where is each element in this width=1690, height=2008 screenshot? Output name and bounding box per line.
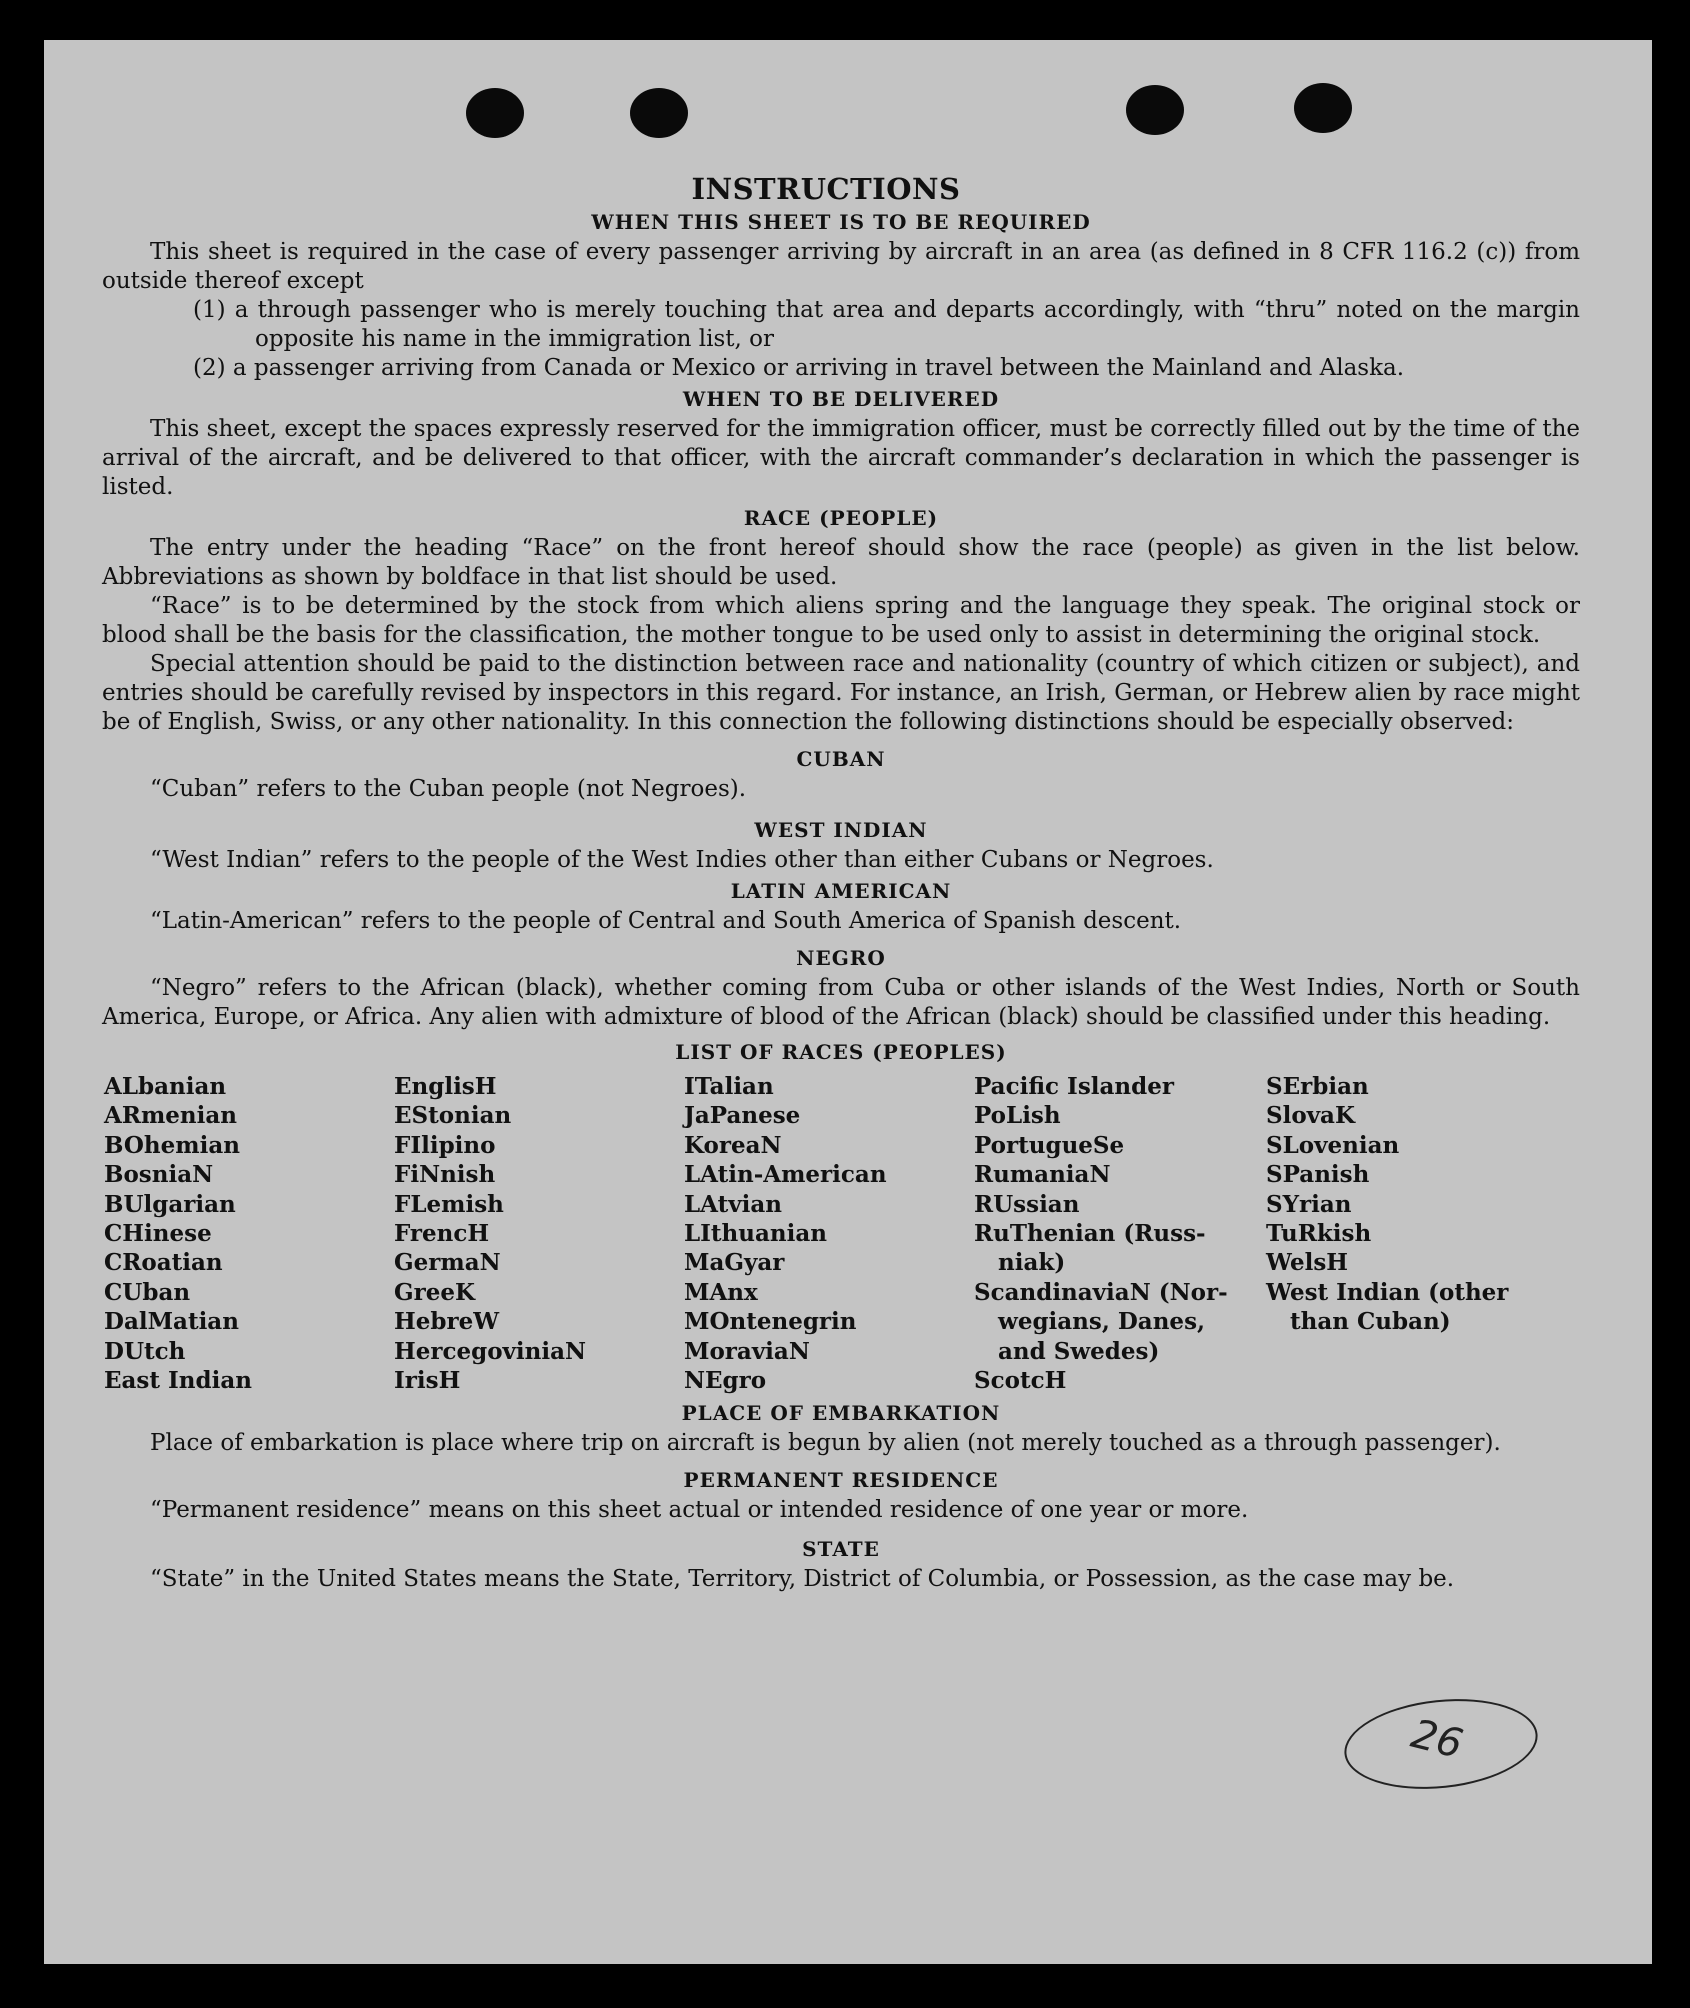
paragraph: “State” in the United States means the State, Territory, District of Columbia, or Possession, as the case may be.: [150, 1566, 1455, 1593]
race-entry: FIlipino: [394, 1131, 496, 1159]
races-heading: LIST OF RACES (PEOPLES): [675, 1040, 1007, 1064]
races-column: [104, 1072, 394, 1395]
paragraph: Special attention should be paid to the distinction between race and nationality (country of which citizen or subject), and entries should be carefully revised by inspectors in this regard. For instance, an Irish, German, or Hebrew alien by race might be of English, Swiss, or any other nationality. In this connection the following distinctions should be especially observed:: [102, 651, 1580, 735]
race-entry: KoreaN: [684, 1131, 782, 1159]
race-entry: ITalian: [684, 1073, 774, 1100]
race-entry: BosniaN: [104, 1161, 214, 1189]
section-heading: NEGRO: [796, 946, 886, 970]
race-entry: SYrian: [1266, 1190, 1352, 1218]
section-heading: PLACE OF EMBARKATION: [681, 1401, 1001, 1426]
paragraph: This sheet is required in the case of every passenger arriving by aircraft in an area (as defined in 8 CFR 116.2 (c)) from outside thereof except: [102, 239, 1580, 294]
paragraph: “Negro” refers to the African (black), whether coming from Cuba or other islands of the West Indies, North or South America, Europe, or Africa. Any alien with admixture of blood of the African (black) should be classified under this heading.: [102, 975, 1580, 1030]
race-entry: FLemish: [394, 1190, 504, 1218]
race-entry: EnglisH: [394, 1073, 497, 1100]
race-entry: SlovaK: [1266, 1102, 1355, 1130]
paragraph: “Cuban” refers to the Cuban people (not Negroes).: [150, 776, 747, 802]
race-entry: DalMatian: [104, 1308, 239, 1336]
races-column: [974, 1072, 1266, 1395]
races-column: [1266, 1072, 1516, 1395]
punch-hole: [466, 88, 524, 138]
race-entry: SPanish: [1266, 1161, 1370, 1189]
race-entry: LAtin-American: [684, 1161, 887, 1189]
paragraph: Place of embarkation is place where trip on aircraft is begun by alien (not merely touched as a through passenger).: [150, 1430, 1501, 1457]
section-heading: WHEN THIS SHEET IS TO BE REQUIRED: [591, 210, 1091, 234]
race-entry: CRoatian: [104, 1249, 223, 1277]
paragraph: “Permanent residence” means on this sheet actual or intended residence of one year or more.: [150, 1497, 1249, 1524]
section-latin-american: [102, 879, 1580, 936]
race-entry: HebreW: [394, 1308, 500, 1336]
race-entry: ScotcH: [974, 1367, 1067, 1395]
section-west-indian: [102, 818, 1580, 875]
race-entry: ScandinaviaN (Nor-: [974, 1278, 1228, 1306]
race-entry: CHinese: [104, 1220, 212, 1248]
race-entry: LAtvian: [684, 1190, 782, 1218]
race-entry: NEgro: [684, 1367, 767, 1395]
section-embarkation: [102, 1401, 1580, 1458]
section-heading: CUBAN: [796, 747, 886, 771]
race-entry: RuThenian (Russ-: [974, 1220, 1206, 1248]
section-required: [102, 210, 1580, 383]
section-heading: LATIN AMERICAN: [730, 879, 952, 903]
race-entry: than Cuban): [1266, 1308, 1451, 1336]
section-heading: PERMANENT RESIDENCE: [683, 1468, 999, 1493]
race-entry: PortugueSe: [974, 1131, 1125, 1159]
race-entry: niak): [974, 1249, 1066, 1277]
race-entry: BUlgarian: [104, 1190, 236, 1218]
race-entry: MOntenegrin: [684, 1308, 857, 1336]
punch-hole: [1126, 85, 1184, 135]
handwritten-number: 26: [1406, 1710, 1468, 1768]
document-sheet: [44, 40, 1652, 1964]
races-column: [684, 1072, 974, 1395]
section-heading: WHEN TO BE DELIVERED: [682, 387, 1000, 411]
race-entry: West Indian (other: [1266, 1278, 1509, 1306]
race-entry: SLovenian: [1266, 1131, 1400, 1159]
race-entry: WelsH: [1266, 1249, 1349, 1277]
handwritten-circled-number: [1340, 1690, 1542, 1798]
paragraph: The entry under the heading “Race” on the front hereof should show the race (people) as given in the list below. Abbreviations as shown by boldface in that list should be used.: [102, 535, 1580, 590]
section-heading: STATE: [802, 1537, 880, 1562]
punch-hole: [630, 88, 688, 138]
race-entry: IrisH: [394, 1367, 461, 1395]
race-entry: ALbanian: [104, 1073, 227, 1100]
races-column: [394, 1072, 684, 1395]
section-negro: [102, 946, 1580, 1032]
race-entry: JaPanese: [684, 1102, 801, 1130]
race-entry: RUssian: [974, 1190, 1080, 1218]
paragraph: “West Indian” refers to the people of the West Indies other than either Cubans or Negroes.: [150, 847, 1214, 873]
exception-item: (1) a through passenger who is merely touching that area and departs accordingly, with “thru” noted on the margin opposite his name in the immigration list, or: [193, 297, 1580, 352]
race-entry: and Swedes): [974, 1337, 1160, 1365]
race-entry: BOhemian: [104, 1131, 240, 1159]
section-delivered: [102, 387, 1580, 502]
paragraph: “Race” is to be determined by the stock from which aliens spring and the language they speak. The original stock or blood shall be the basis for the classification, the mother tongue to be used only to assist in determining the original stock.: [102, 593, 1580, 648]
race-entry: East Indian: [104, 1367, 252, 1395]
race-entry: EStonian: [394, 1102, 512, 1130]
section-state: [102, 1537, 1580, 1594]
race-entry: ARmenian: [104, 1102, 238, 1130]
race-entry: PoLish: [974, 1102, 1061, 1130]
race-entry: RumaniaN: [974, 1161, 1111, 1189]
race-entry: MAnx: [684, 1278, 758, 1306]
race-entry: GermaN: [394, 1249, 501, 1277]
race-entry: DUtch: [104, 1337, 186, 1365]
section-residence: [102, 1468, 1580, 1525]
page-title: INSTRUCTIONS: [691, 172, 961, 206]
race-entry: MoraviaN: [684, 1337, 810, 1365]
race-entry: LIthuanian: [684, 1220, 827, 1248]
section-cuban: [102, 747, 1580, 804]
race-entry: SErbian: [1266, 1073, 1369, 1100]
races-list: [104, 1072, 1580, 1395]
race-entry: wegians, Danes,: [974, 1308, 1206, 1336]
race-entry: TuRkish: [1266, 1220, 1372, 1248]
section-race: [102, 506, 1580, 737]
race-entry: CUban: [104, 1278, 191, 1306]
instructions-content: [102, 172, 1580, 1594]
section-heading: RACE (PEOPLE): [743, 506, 939, 530]
paragraph: This sheet, except the spaces expressly reserved for the immigration officer, must be correctly filled out by the time of the arrival of the aircraft, and be delivered to that officer, with the aircraft commander’s declaration in which the passenger is listed.: [102, 416, 1580, 500]
race-entry: Pacific Islander: [974, 1073, 1174, 1100]
race-entry: FiNnish: [394, 1161, 496, 1189]
race-entry: FrencH: [394, 1220, 490, 1248]
paragraph: “Latin-American” refers to the people of Central and South America of Spanish descent.: [150, 908, 1182, 934]
race-entry: MaGyar: [684, 1249, 785, 1277]
exception-item: (2) a passenger arriving from Canada or Mexico or arriving in travel between the Mainland and Alaska.: [193, 355, 1405, 381]
punch-hole: [1294, 83, 1352, 133]
section-heading: WEST INDIAN: [754, 818, 928, 842]
race-entry: GreeK: [394, 1278, 476, 1306]
race-entry: HercegoviniaN: [394, 1337, 587, 1365]
